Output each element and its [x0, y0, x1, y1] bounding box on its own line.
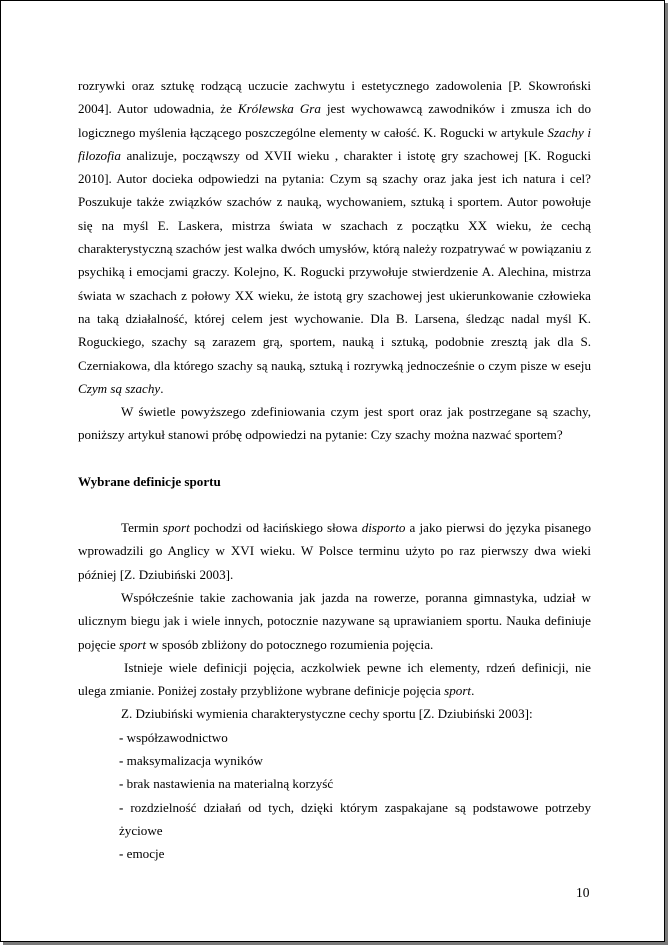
dash-bullet: -: [119, 846, 124, 862]
paragraph-1: [78, 74, 591, 400]
paragraph-text: Istnieje wiele definicji pojęcia, aczkolwiek pewne ich elementy, rdzeń definicji, nie ulega zmianie. Poniżej zostały przybliżone wybrane definicje pojęcia: [78, 659, 591, 699]
paragraph-4: [78, 586, 591, 656]
dash-bullet: -: [119, 776, 124, 792]
paragraph-5: [78, 656, 591, 703]
paragraph-text: jest wychowawcą zawodników i zmusza ich do logicznego myślenia łączącego poszczególne elementy w całość. K. Rogucki w artykule: [78, 101, 591, 140]
page-body: [78, 74, 591, 866]
italic-term: Królewska Gra: [237, 101, 321, 117]
paragraph-text: Współcześnie takie zachowania jak jazda na rowerze, poranna gimnastyka, udział w ulicznym biegu jak i wiele innych, potocznie nazywane są uprawianiem sportu. Nauka definiuje pojęcie: [78, 589, 591, 652]
paragraph-text: w sposób zbliżony do potocznego rozumienia pojęcia.: [146, 636, 434, 652]
italic-term: disporto: [361, 520, 406, 536]
list-item: [119, 796, 591, 843]
italic-title: Szachy i filozofia: [78, 124, 591, 163]
page-number: 10: [576, 885, 590, 900]
paragraph-text: Termin: [121, 520, 163, 536]
list-item-text: brak nastawienia na materialną korzyść: [123, 776, 334, 792]
list-item: [119, 842, 591, 865]
list-item: [119, 749, 591, 772]
dash-bullet: -: [119, 799, 124, 815]
paragraph-2: W świetle powyższego zdefiniowania czym jest sport oraz jak postrzegane są szachy, poniższy artykuł stanowi próbę odpowiedzi na pytanie: Czy szachy można nazwać sportem?: [78, 404, 591, 443]
list-item-text: maksymalizacja wyników: [123, 753, 264, 769]
list-item-text: rozdzielność działań od tych, dzięki którym zaspakajane są podstawowe potrzeby życiowe: [119, 799, 591, 838]
paragraph-text: rozrywki oraz sztukę rodzącą uczucie zachwytu i estetycznego zadowolenia [P. Skowroński 2004]. Autor udowadnia, że: [78, 78, 591, 117]
paragraph-text: .: [471, 683, 475, 699]
feature-list: [78, 726, 591, 866]
italic-term: sport: [444, 683, 472, 699]
dash-bullet: -: [119, 729, 124, 745]
dash-bullet: -: [119, 753, 124, 769]
list-item-text: emocje: [123, 846, 165, 862]
paragraph-text: .: [160, 380, 164, 396]
list-intro: Z. Dziubiński wymienia charakterystyczne cechy sportu [Z. Dziubiński 2003]:: [121, 706, 533, 722]
paragraph-text: a jako pierwsi do języka pisanego wprowadzili go Anglicy w XVI wieku. W Polsce terminu użyto po raz pierwszy dwa wieki później [Z. Dziubiński 2003].: [78, 520, 591, 582]
italic-term: sport: [162, 520, 190, 536]
paragraph-3: [78, 516, 591, 586]
paragraph-text: pochodzi od łacińskiego słowa: [189, 520, 362, 536]
list-item-text: współzawodnictwo: [123, 729, 228, 745]
list-item: [119, 772, 591, 795]
italic-term: sport: [119, 636, 147, 652]
list-item: [119, 726, 591, 749]
italic-title: Czym są szachy: [78, 380, 161, 396]
paragraph-text: analizuje, począwszy od XVII wieku , charakter i istotę gry szachowej [K. Rogucki 2010]. Autor docieka odpowiedzi na pytania: Czym są szachy oraz jaka jest ich natura i cel? Poszukuje także związków szachów z nauką, wychowaniem, sztuką i sportem. Autor powołuje się na myśl E. Laskera, mistrza świata w szachach z początku XX wieku, że cechą charakterystyczną szachów jest walka dwóch umysłów, którą należy rozpatrywać w powiązaniu z psychiką i emocjami graczy. Kolejno, K. Rogucki przywołuje stwierdzenie A. Alechina, mistrza świata w szachach z połowy XX wieku, że istotą gry szachowej jest ukierunkowanie człowieka na taką działalność, której celem jest wychowanie. Dla B. Larsena, śledząc nadal myśl K. Roguckiego, szachy są zarazem grą, sportem, nauką i sztuką, podobnie zresztą jak dla S. Czerniakowa, dla którego szachy są nauką, sztuką i rozrywką jednocześnie o czym pisze w eseju: [78, 147, 591, 373]
section-heading: Wybrane definicje sportu: [78, 473, 221, 489]
